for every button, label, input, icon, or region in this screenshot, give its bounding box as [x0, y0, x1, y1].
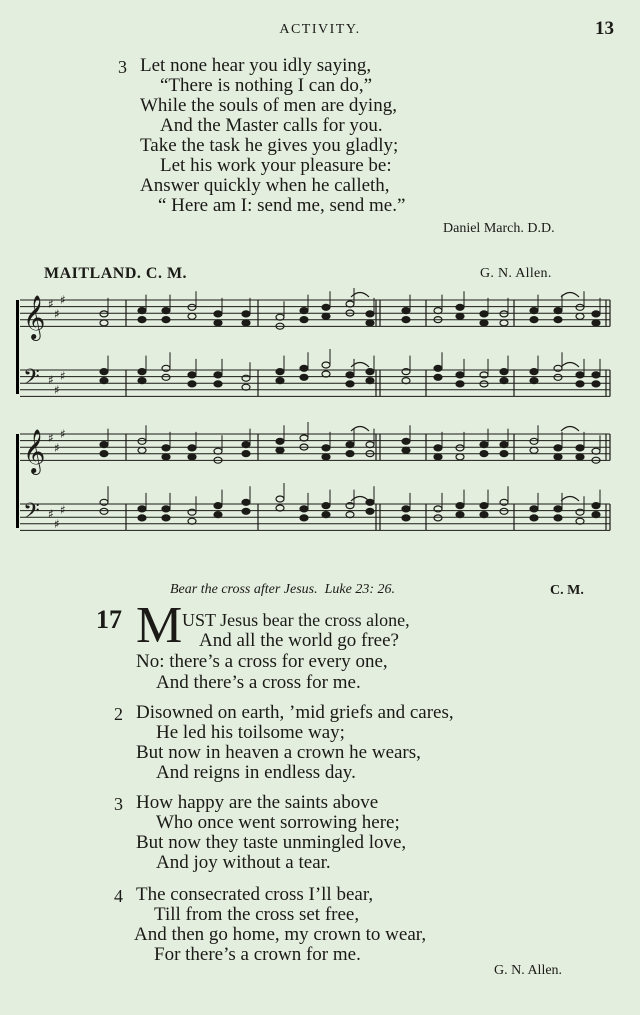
verse-number: 2 [114, 704, 123, 724]
note-head [530, 369, 538, 375]
note-head [276, 438, 284, 444]
sharp-sign: ♯ [60, 427, 66, 441]
note-head [554, 445, 562, 451]
note-head [188, 304, 196, 310]
note-head [480, 503, 488, 509]
note-head [138, 317, 146, 323]
note-head [592, 320, 600, 326]
fermata [561, 293, 579, 298]
music-score [14, 288, 614, 560]
bass-clef: 𝄢 [23, 499, 40, 529]
note-head [162, 515, 170, 521]
note-head [530, 515, 538, 521]
verse-line: And joy without a tear. [156, 852, 331, 873]
note-head [214, 320, 222, 326]
note-head [346, 381, 354, 387]
verse-line: But now in heaven a crown he wears, [136, 742, 421, 763]
note-head [530, 308, 538, 314]
note-head [456, 372, 464, 378]
note-head [434, 515, 442, 521]
note-head [592, 311, 600, 317]
note-head [242, 320, 250, 326]
note-head [300, 308, 308, 314]
note-head [576, 304, 584, 310]
note-head [434, 374, 442, 380]
note-head [434, 365, 442, 371]
note-head [346, 442, 354, 448]
note-head [554, 506, 562, 512]
note-head [138, 506, 146, 512]
note-head [500, 442, 508, 448]
note-head [554, 515, 562, 521]
note-head [554, 374, 562, 380]
sharp-sign: ♯ [48, 297, 54, 311]
tune-composer: G. N. Allen. [480, 266, 552, 281]
note-head [138, 308, 146, 314]
note-head [322, 503, 330, 509]
note-head [100, 311, 108, 317]
note-head [188, 381, 196, 387]
note-head [346, 451, 354, 457]
note-head [322, 445, 330, 451]
note-head [346, 512, 354, 518]
note-head [138, 515, 146, 521]
note-head [138, 447, 146, 453]
sharp-sign: ♯ [54, 383, 60, 397]
note-head [276, 369, 284, 375]
note-head [242, 508, 250, 514]
note-head [592, 512, 600, 518]
note-head [100, 320, 108, 326]
page-number: 13 [595, 18, 614, 39]
note-head [100, 369, 108, 375]
note-head [402, 515, 410, 521]
note-head [100, 508, 108, 514]
note-head [554, 308, 562, 314]
note-head [366, 369, 374, 375]
verse-line: And all the world go free? [199, 630, 399, 651]
fermata [561, 427, 579, 432]
fermata [561, 363, 579, 368]
sharp-sign: ♯ [60, 369, 66, 383]
treble-clef: 𝄞 [23, 429, 46, 473]
verse-line: “ Here am I: send me, send me.” [158, 195, 406, 216]
note-head [434, 445, 442, 451]
note-head [242, 499, 250, 505]
note-head [366, 508, 374, 514]
note-head [402, 447, 410, 453]
note-head [300, 365, 308, 371]
note-head [188, 518, 196, 524]
note-head [300, 515, 308, 521]
verse-line: How happy are the saints above [136, 792, 379, 813]
note-head [214, 381, 222, 387]
sharp-sign: ♯ [60, 293, 66, 307]
note-head [480, 320, 488, 326]
note-head [188, 454, 196, 460]
tune-name: MAITLAND. C. M. [44, 265, 188, 282]
verse-number: 3 [114, 794, 123, 814]
sharp-sign: ♯ [54, 307, 60, 321]
note-head [366, 320, 374, 326]
note-head [456, 445, 464, 451]
verse-line: And reigns in endless day. [156, 762, 356, 783]
sharp-sign: ♯ [48, 507, 54, 521]
note-head [162, 454, 170, 460]
verse-line: And there’s a cross for me. [156, 672, 361, 693]
hymn-meter: C. M. [550, 583, 584, 598]
sharp-sign: ♯ [48, 373, 54, 387]
verse-line: UST Jesus bear the cross alone, [182, 610, 410, 630]
note-head [576, 372, 584, 378]
note-head [322, 454, 330, 460]
note-head [162, 308, 170, 314]
fermata [561, 497, 579, 502]
verse-line: The consecrated cross I’ll bear, [136, 884, 374, 905]
sharp-sign: ♯ [60, 503, 66, 517]
note-head [554, 454, 562, 460]
verse-line: Disowned on earth, ’mid griefs and cares, [136, 702, 454, 723]
note-head [276, 496, 284, 502]
note-head [576, 445, 584, 451]
note-head [434, 454, 442, 460]
note-head [530, 317, 538, 323]
note-head [500, 369, 508, 375]
verse-line: But now they taste unmingled love, [136, 832, 407, 853]
note-head [100, 378, 108, 384]
note-head [346, 372, 354, 378]
note-head [576, 381, 584, 387]
note-head [242, 311, 250, 317]
note-head [480, 442, 488, 448]
verse-line: For there’s a crown for me. [154, 944, 361, 965]
verse-line: No: there’s a cross for every one, [136, 651, 388, 672]
note-head [530, 378, 538, 384]
scripture-citation: Luke 23: 26. [324, 582, 396, 597]
author-attribution: Daniel March. D.D. [443, 221, 555, 236]
note-head [242, 442, 250, 448]
note-head [456, 313, 464, 319]
note-head [500, 508, 508, 514]
verse-line: Who once went sorrowing here; [156, 812, 400, 833]
system-bracket [16, 300, 19, 394]
drop-cap: M [136, 597, 183, 654]
note-head [480, 311, 488, 317]
note-head [402, 317, 410, 323]
note-head [500, 378, 508, 384]
verse-line: And the Master calls for you. [160, 115, 383, 136]
verse-line: Take the task he gives you gladly; [140, 135, 399, 156]
note-head [530, 438, 538, 444]
note-head [322, 512, 330, 518]
note-head [576, 518, 584, 524]
verse-line: And then go home, my crown to wear, [134, 924, 427, 945]
note-head [322, 304, 330, 310]
verse-line: Let his work your pleasure be: [160, 155, 392, 176]
verse-line: Let none hear you idly saying, [140, 55, 372, 76]
note-head [456, 512, 464, 518]
note-head [592, 503, 600, 509]
verse-line: “There is nothing I can do,” [160, 75, 373, 96]
note-head [366, 378, 374, 384]
note-head [300, 317, 308, 323]
note-head [456, 454, 464, 460]
note-head [322, 362, 330, 368]
note-head [300, 506, 308, 512]
hymn-subject: Bear the cross after Jesus. [170, 582, 318, 597]
note-head [480, 381, 488, 387]
note-head [162, 374, 170, 380]
note-head [402, 438, 410, 444]
author-attribution: G. N. Allen. [494, 963, 563, 978]
verse-number: 4 [114, 886, 123, 906]
running-header: ACTIVITY. [279, 22, 361, 37]
note-head [500, 311, 508, 317]
note-head [188, 445, 196, 451]
note-head [402, 308, 410, 314]
scripture-reference [170, 582, 395, 598]
note-head [242, 451, 250, 457]
sharp-sign: ♯ [54, 441, 60, 455]
note-head [300, 374, 308, 380]
verse-line: Answer quickly when he calleth, [140, 175, 390, 196]
note-head [138, 438, 146, 444]
hymn-number: 17 [96, 605, 122, 634]
note-head [480, 451, 488, 457]
note-head [276, 447, 284, 453]
note-head [214, 372, 222, 378]
note-head [592, 381, 600, 387]
sharp-sign: ♯ [54, 517, 60, 531]
note-head [576, 454, 584, 460]
bass-clef: 𝄢 [23, 365, 40, 395]
note-head [480, 512, 488, 518]
note-head [188, 313, 196, 319]
note-head [402, 506, 410, 512]
note-head [500, 451, 508, 457]
treble-clef: 𝄞 [23, 295, 46, 339]
note-head [500, 320, 508, 326]
note-head [456, 381, 464, 387]
note-head [456, 503, 464, 509]
note-head [162, 445, 170, 451]
note-head [456, 304, 464, 310]
note-head [162, 506, 170, 512]
note-head [554, 317, 562, 323]
note-head [366, 499, 374, 505]
verse-number: 3 [118, 57, 127, 77]
note-head [530, 506, 538, 512]
note-head [214, 503, 222, 509]
note-head [276, 378, 284, 384]
note-head [576, 313, 584, 319]
note-head [214, 512, 222, 518]
note-head [100, 442, 108, 448]
note-head [100, 451, 108, 457]
note-head [366, 311, 374, 317]
note-head [188, 372, 196, 378]
note-head [214, 311, 222, 317]
note-head [592, 372, 600, 378]
verse-line: He led his toilsome way; [156, 722, 345, 743]
note-head [530, 447, 538, 453]
system-bracket [16, 434, 19, 528]
verse-line: While the souls of men are dying, [140, 95, 397, 116]
note-head [322, 313, 330, 319]
verse-line: Till from the cross set free, [154, 904, 360, 925]
note-head [162, 317, 170, 323]
note-head [138, 369, 146, 375]
sharp-sign: ♯ [48, 431, 54, 445]
note-head [138, 378, 146, 384]
